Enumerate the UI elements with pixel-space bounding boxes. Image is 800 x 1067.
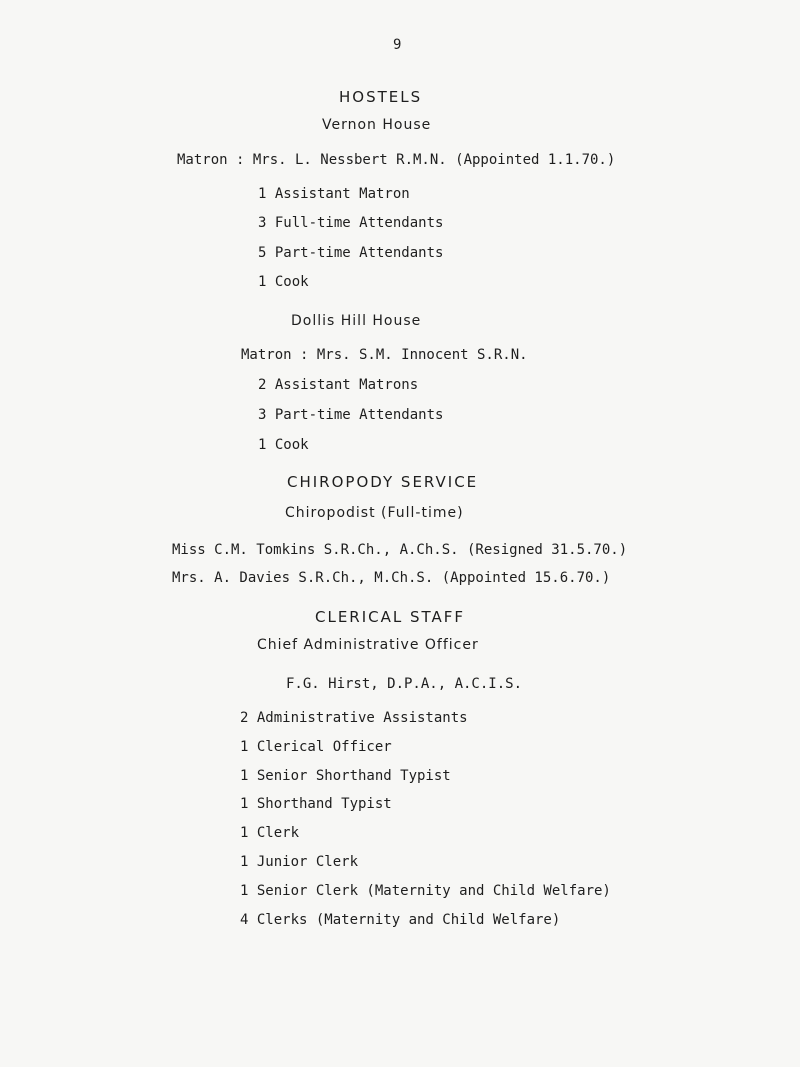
chiropodist-entry: Mrs. A. Davies S.R.Ch., M.Ch.S. (Appointed 15.6.70.) — [172, 570, 611, 586]
vernon-house-matron: Matron : Mrs. L. Nessbert R.M.N. (Appointed 1.1.70.) — [177, 152, 616, 168]
vernon-staff-item: 3 Full-time Attendants — [258, 215, 444, 231]
clerical-staff-item: 1 Clerical Officer — [240, 739, 392, 755]
clerical-staff-item: 4 Clerks (Maternity and Child Welfare) — [240, 912, 561, 928]
chiropodist-subheading: Chiropodist (Full-time) — [285, 505, 464, 521]
dollis-staff-item: 1 Cook — [258, 437, 309, 453]
vernon-house-heading: Vernon House — [322, 117, 432, 133]
vernon-staff-item: 5 Part-time Attendants — [258, 245, 444, 261]
chiropodist-entry: Miss C.M. Tomkins S.R.Ch., A.Ch.S. (Resigned 31.5.70.) — [172, 542, 628, 558]
clerical-staff-heading: CLERICAL STAFF — [315, 608, 466, 626]
dollis-staff-item: 2 Assistant Matrons — [258, 377, 419, 393]
clerical-staff-item: 1 Senior Shorthand Typist — [240, 768, 451, 784]
vernon-staff-item: 1 Cook — [258, 274, 309, 290]
dollis-hill-house-heading: Dollis Hill House — [291, 313, 422, 329]
page-number: 9 — [393, 37, 402, 53]
clerical-staff-item: 1 Junior Clerk — [240, 854, 359, 870]
dollis-hill-house-matron: Matron : Mrs. S.M. Innocent S.R.N. — [241, 347, 528, 363]
vernon-staff-item: 1 Assistant Matron — [258, 186, 410, 202]
dollis-staff-item: 3 Part-time Attendants — [258, 407, 444, 423]
chief-officer-name: F.G. Hirst, D.P.A., A.C.I.S. — [286, 676, 523, 692]
chief-administrative-officer-heading: Chief Administrative Officer — [257, 637, 479, 653]
clerical-staff-item: 2 Administrative Assistants — [240, 710, 468, 726]
clerical-staff-item: 1 Shorthand Typist — [240, 796, 392, 812]
chiropody-service-heading: CHIROPODY SERVICE — [287, 473, 479, 491]
clerical-staff-item: 1 Senior Clerk (Maternity and Child Welfare) — [240, 883, 611, 899]
clerical-staff-item: 1 Clerk — [240, 825, 300, 841]
hostels-heading: HOSTELS — [339, 88, 423, 106]
